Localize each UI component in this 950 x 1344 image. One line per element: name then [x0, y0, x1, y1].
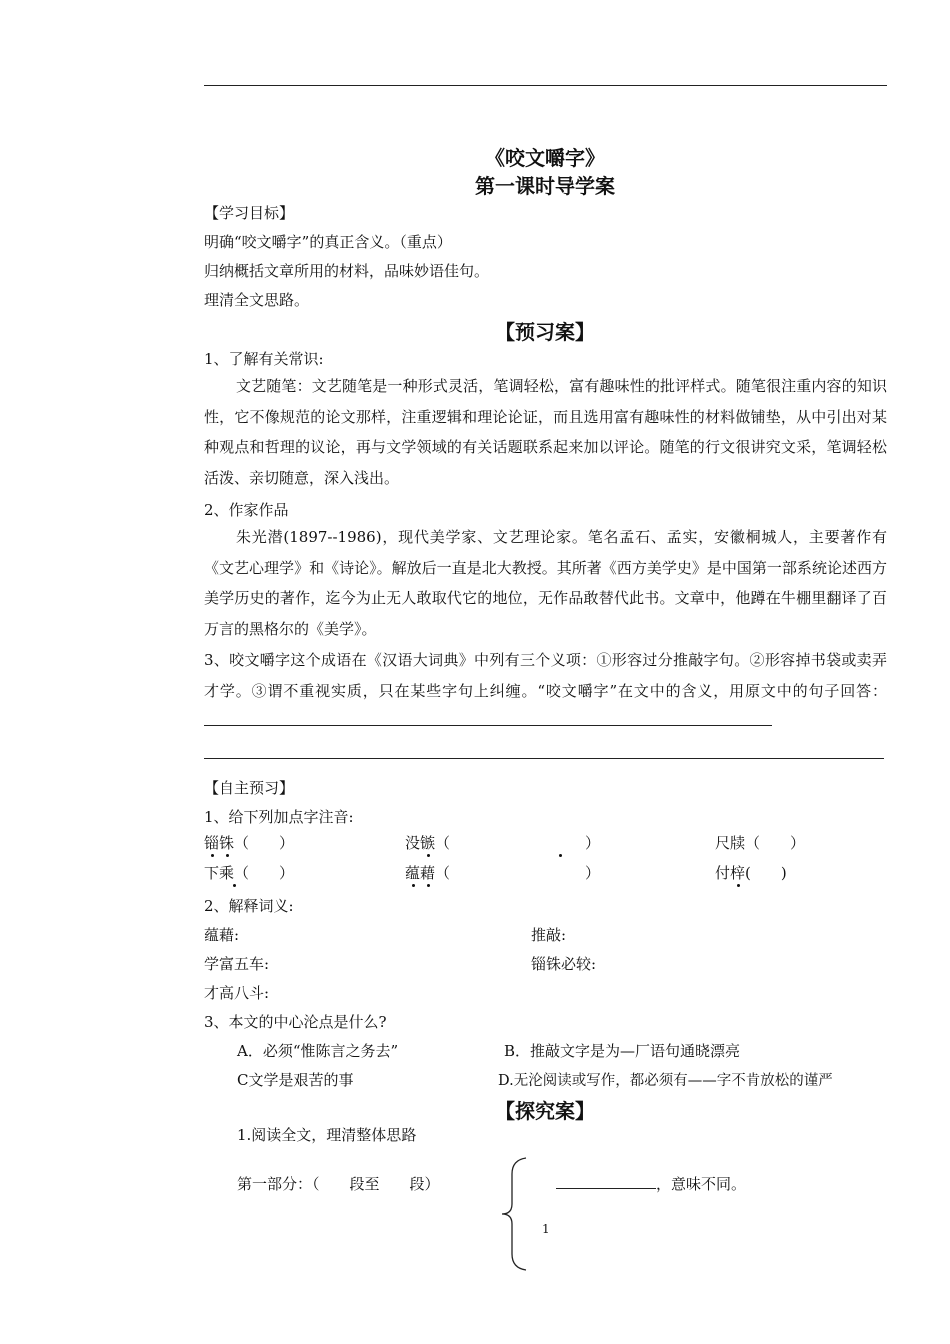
preview-q2-text: 朱光潜(1897--1986)，现代美学家、文艺理论家。笔名孟石、孟实，安徽桐城人，主要著作有《文艺心理学》和《诗论》。解放后一直是北大教授。其所著《西方美学史》是中国第一部系统论述西方美学历史的著作，迄今为止无人敢取代它的地位，无作品敢替代此书。文章中，他蹲在牛棚里翻译了百万言的黑格尔的《美学》。 [204, 528, 887, 638]
choice-a: A．必须“惟陈言之务去” [237, 1042, 399, 1060]
pinyin-word: 尺牍 [715, 834, 746, 852]
explore-heading: 【探究案】 [495, 1099, 595, 1123]
preview-heading: 【预习案】 [495, 320, 595, 344]
pinyin-paren: （ ） [435, 864, 601, 882]
preview-q1-label: 1、了解有关常识: [204, 350, 324, 368]
branch-suffix: ，意味不同。 [656, 1175, 747, 1193]
pinyin-word: 下乘 [204, 864, 235, 882]
self-study-q1-label: 1、给下列加点字注音: [204, 808, 354, 826]
pinyin-item [715, 832, 805, 853]
self-study-q3-label: 3、本文的中心沦点是什么? [204, 1013, 387, 1031]
pinyin-item [405, 832, 600, 853]
emphasis-dot [211, 854, 214, 857]
explore-part1: 第一部分：（ 段至 段） [237, 1175, 440, 1193]
pinyin-paren: （ ） [745, 834, 806, 852]
preview-q2-label: 2、作家作品 [204, 501, 289, 519]
pinyin-word: 没镞 [405, 834, 436, 852]
pinyin-word: 付梓 [715, 864, 746, 882]
term-item: 蕴藉: [204, 926, 240, 944]
term-item: 推敲: [531, 926, 567, 944]
pinyin-item [715, 862, 787, 883]
emphasis-dot [559, 854, 562, 857]
term-item: 锱铢必较: [531, 955, 597, 973]
objectives-heading: 【学习目标】 [204, 204, 295, 222]
emphasis-dot [427, 884, 430, 887]
self-study-heading: 【自主预习】 [204, 779, 295, 797]
pinyin-word: 锱铢 [204, 834, 235, 852]
answer-blank[interactable] [204, 711, 772, 726]
emphasis-dot [412, 884, 415, 887]
self-study-q2-label: 2、解释词义: [204, 897, 294, 915]
branch-number: 1 [542, 1222, 550, 1236]
header-rule [204, 85, 887, 86]
choice-d: D.无沦阅读或写作，都必须有——字不肯放松的谨严 [498, 1073, 833, 1089]
emphasis-dot [427, 854, 430, 857]
branch-line [556, 1173, 746, 1194]
term-item: 才高八斗: [204, 984, 270, 1002]
preview-q1-text: 文艺随笔：文艺随笔是一种形式灵活，笔调轻松，富有趣味性的批评样式。随笔很注重内容的知识性，它不像规范的论文那样，注重逻辑和理论论证，而且选用富有趣味性的材料做铺垫，从中引出对某种观点和哲理的议论，再与文学领域的有关话题联系起来加以评论。随笔的行文很讲究文采，笔调轻松活泼、亲切随意，深入浅出。 [204, 377, 887, 487]
pinyin-paren: （ ） [234, 864, 295, 882]
pinyin-paren: ( ) [745, 864, 787, 882]
pinyin-paren: （ ） [435, 834, 601, 852]
pinyin-word: 蕴藉 [405, 864, 436, 882]
objective-item: 明确“咬文嚼字”的真正含义。（重点） [204, 233, 452, 251]
choice-c: C文学是艰苦的事 [237, 1071, 354, 1089]
objective-item: 归纳概括文章所用的材料，品味妙语佳句。 [204, 262, 490, 280]
pinyin-item [204, 862, 294, 883]
preview-q3-text: 3、咬文嚼字这个成语在《汉语大词典》中列有三个义项：①形容过分推敲字句。②形容掉书袋或卖弄才学。③谓不重视实质，只在某些字句上纠缠。“咬文嚼字”在文中的含义，用原文中的句子回答： [204, 651, 887, 700]
curly-brace-icon [498, 1156, 538, 1272]
document-subtitle: 第一课时导学案 [475, 174, 615, 198]
term-item: 学富五车: [204, 955, 270, 973]
objective-item: 理清全文思路。 [204, 291, 310, 309]
choice-b: B．推敲文字是为—厂语句通晓漂亮 [504, 1042, 741, 1060]
pinyin-item [204, 832, 294, 853]
pinyin-paren: （ ） [234, 834, 295, 852]
emphasis-dot [737, 884, 740, 887]
preview-q3 [204, 645, 887, 737]
answer-line[interactable] [204, 758, 884, 759]
pinyin-item [405, 862, 600, 883]
emphasis-dot [226, 854, 229, 857]
emphasis-dot [233, 884, 236, 887]
explore-item1: 1.阅读全文，理清整体思路 [237, 1126, 417, 1144]
document-title: 《咬文嚼字》 [485, 146, 605, 170]
branch-blank[interactable] [556, 1174, 656, 1189]
